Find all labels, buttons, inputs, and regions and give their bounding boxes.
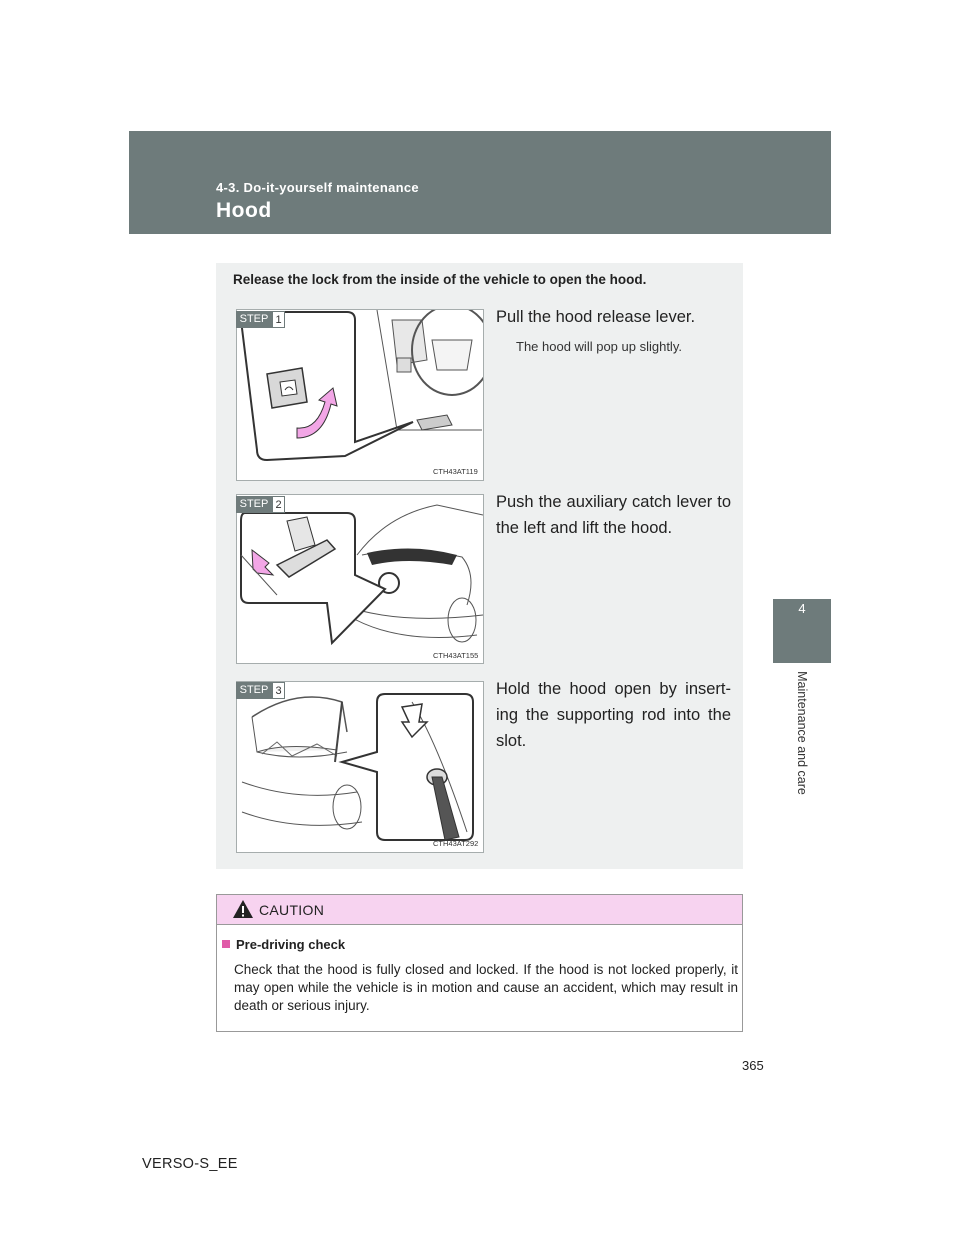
document-code: VERSO-S_EE (142, 1156, 238, 1172)
step3-badge: STEP 3 (236, 682, 285, 699)
step2-figure (236, 494, 484, 664)
step3-text: Hold the hood open by insert-ing the supporting rod into the slot. (496, 680, 731, 750)
step3-figure-code: CTH43AT292 (433, 839, 479, 848)
caution-subheading: Pre-driving check (222, 937, 345, 952)
step3-figure (236, 681, 484, 853)
step2-badge: STEP 2 (236, 496, 285, 513)
chapter-label: Maintenance and care (795, 671, 809, 795)
caution-body: Check that the hood is fully closed and locked. If the hood is not locked properly, it may open while the vehicle is in motion and cause an accident, which may result in death or serious injury. (234, 962, 738, 1013)
caution-label: CAUTION (259, 902, 325, 918)
section-title: 4-3. Do-it-yourself maintenance (216, 180, 419, 195)
page-number: 365 (742, 1058, 764, 1073)
step1-figure (236, 309, 484, 481)
intro-text: Release the lock from the inside of the vehicle to open the hood. (233, 272, 647, 287)
support-rod-illustration (237, 682, 483, 852)
step2-text: Push the auxiliary catch lever to the left and lift the hood. (496, 493, 731, 537)
page-title: Hood (216, 199, 272, 222)
step1-badge: STEP 1 (236, 311, 285, 328)
hood-release-lever-illustration (237, 310, 483, 480)
square-bullet-icon (222, 940, 230, 948)
step1-note: The hood will pop up slightly. (516, 339, 682, 354)
warning-triangle-icon (232, 899, 254, 919)
auxiliary-catch-illustration (237, 495, 483, 663)
step1-figure-code: CTH43AT119 (433, 467, 478, 476)
step2-figure-code: CTH43AT155 (433, 651, 479, 660)
step1-text: Pull the hood release lever. (496, 308, 696, 326)
chapter-number: 4 (798, 601, 806, 616)
